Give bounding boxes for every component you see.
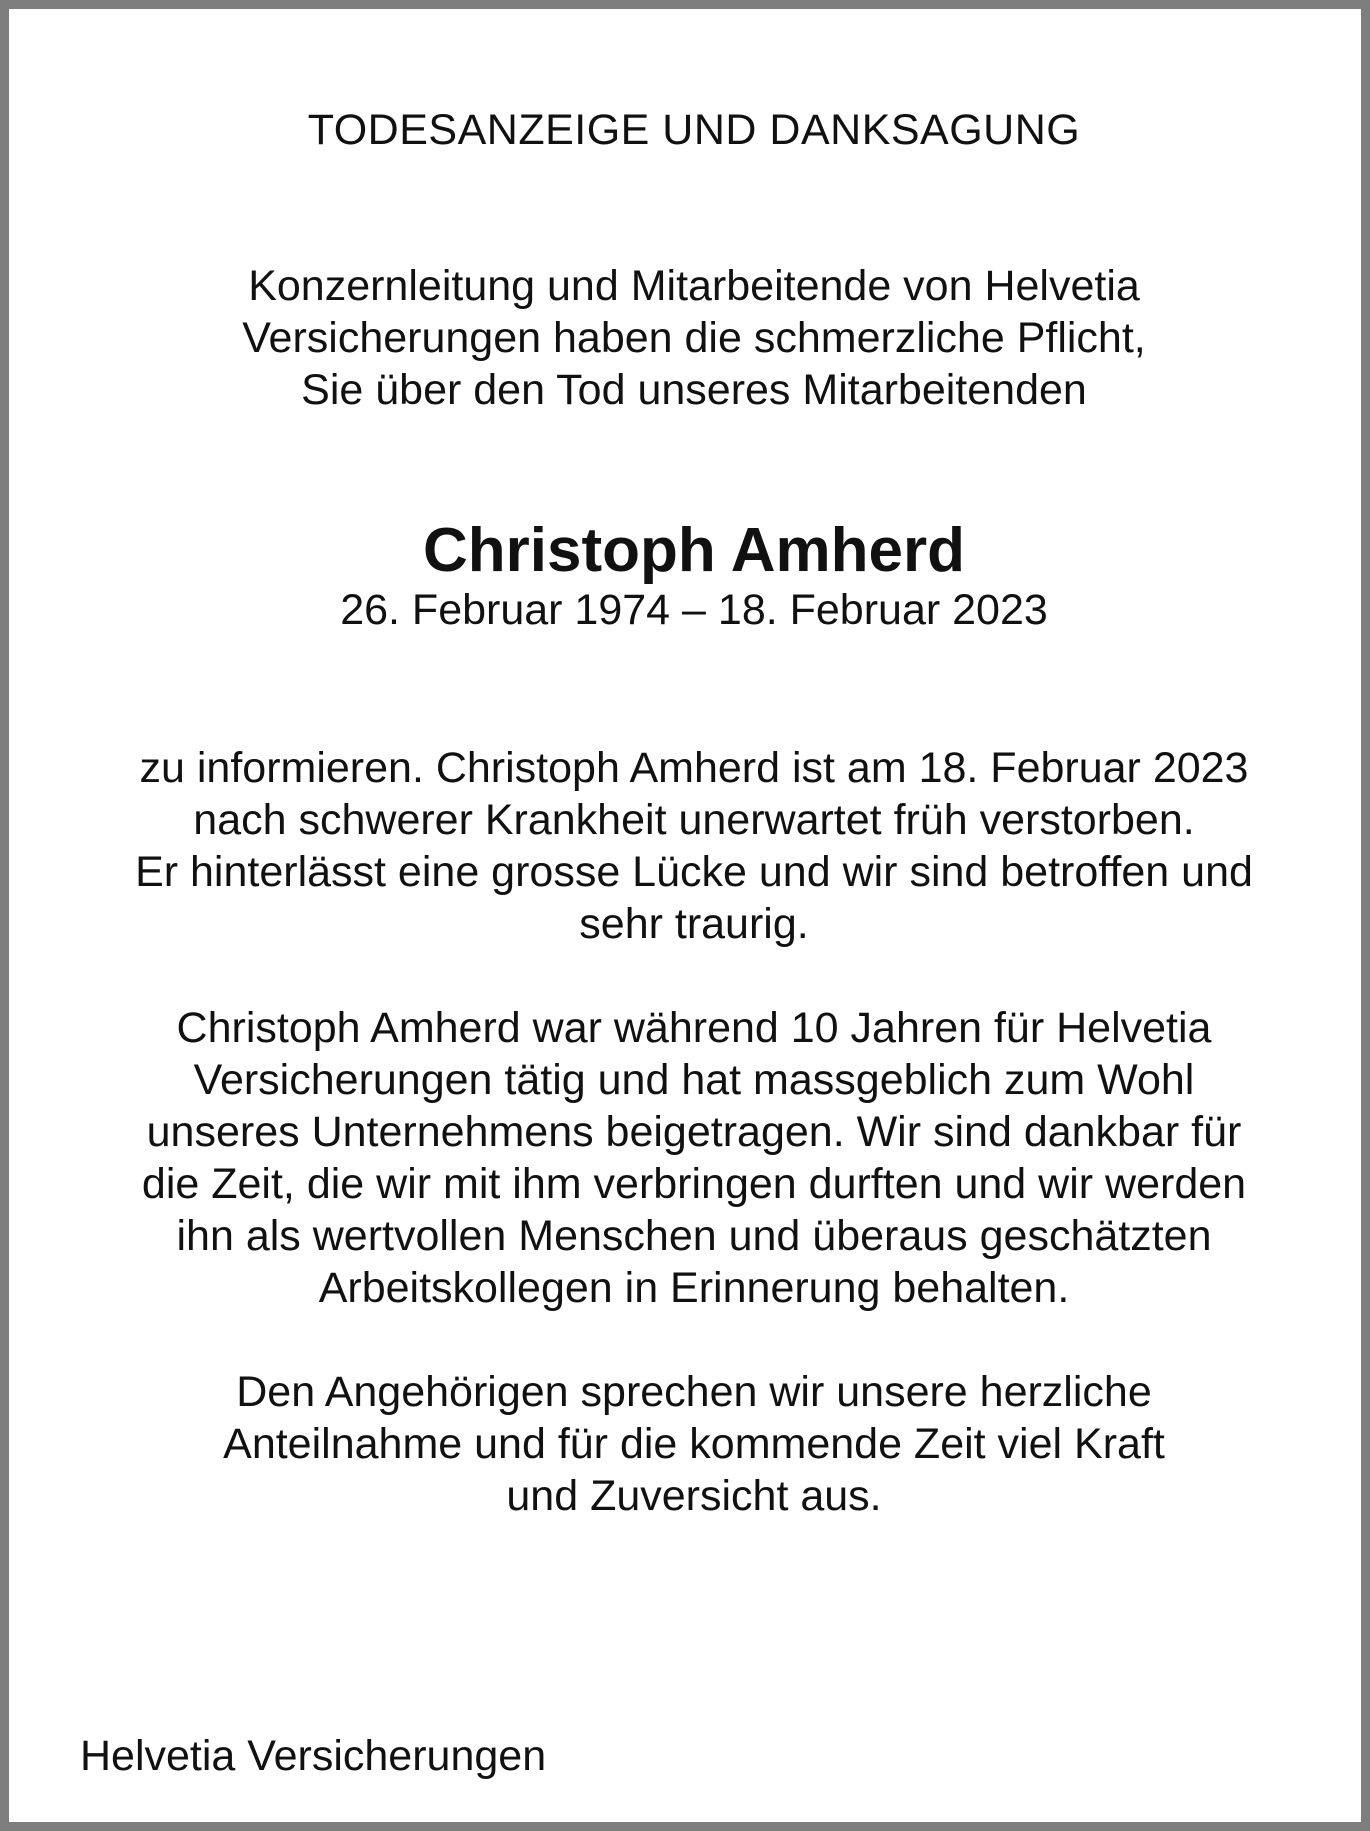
tribute-line: ihn als wertvollen Menschen und überaus geschätzten [176, 1212, 1212, 1260]
intro-line: Sie über den Tod unseres Mitarbeitenden [301, 366, 1087, 414]
tribute-line: die Zeit, die wir mit ihm verbringen durften und wir werden [141, 1160, 1247, 1208]
intro-line: Versicherungen haben die schmerzliche Pflicht, [242, 314, 1146, 362]
notice-heading: TODESANZEIGE UND DANKSAGUNG [307, 106, 1081, 154]
tribute-line: Arbeitskollegen in Erinnerung behalten. [318, 1264, 1070, 1312]
condolence-line: Anteilnahme und für die kommende Zeit viel Kraft [223, 1420, 1165, 1468]
intro-paragraph [69, 260, 1319, 416]
tribute-line: Versicherungen tätig und hat massgeblich zum Wohl [193, 1056, 1195, 1104]
info-line: nach schwerer Krankheit unerwartet früh verstorben. [193, 796, 1195, 844]
info-line: sehr traurig. [579, 900, 809, 948]
signature: Helvetia Versicherungen [80, 1732, 547, 1780]
deceased-name: Christoph Amherd [423, 516, 965, 585]
condolence-paragraph [69, 1366, 1319, 1522]
life-dates: 26. Februar 1974 – 18. Februar 2023 [340, 586, 1048, 634]
condolence-line: und Zuversicht aus. [506, 1472, 882, 1520]
tribute-paragraph [69, 1002, 1319, 1314]
info-line: Er hinterlässt eine grosse Lücke und wir sind betroffen und [135, 848, 1253, 896]
info-line: zu informieren. Christoph Amherd ist am 18. Februar 2023 [139, 744, 1249, 792]
intro-line: Konzernleitung und Mitarbeitende von Helvetia [248, 262, 1140, 310]
info-paragraph [69, 742, 1319, 950]
tribute-line: unseres Unternehmens beigetragen. Wir sind dankbar für [146, 1108, 1242, 1156]
condolence-line: Den Angehörigen sprechen wir unsere herzliche [236, 1368, 1152, 1416]
tribute-line: Christoph Amherd war während 10 Jahren für Helvetia [176, 1004, 1212, 1052]
